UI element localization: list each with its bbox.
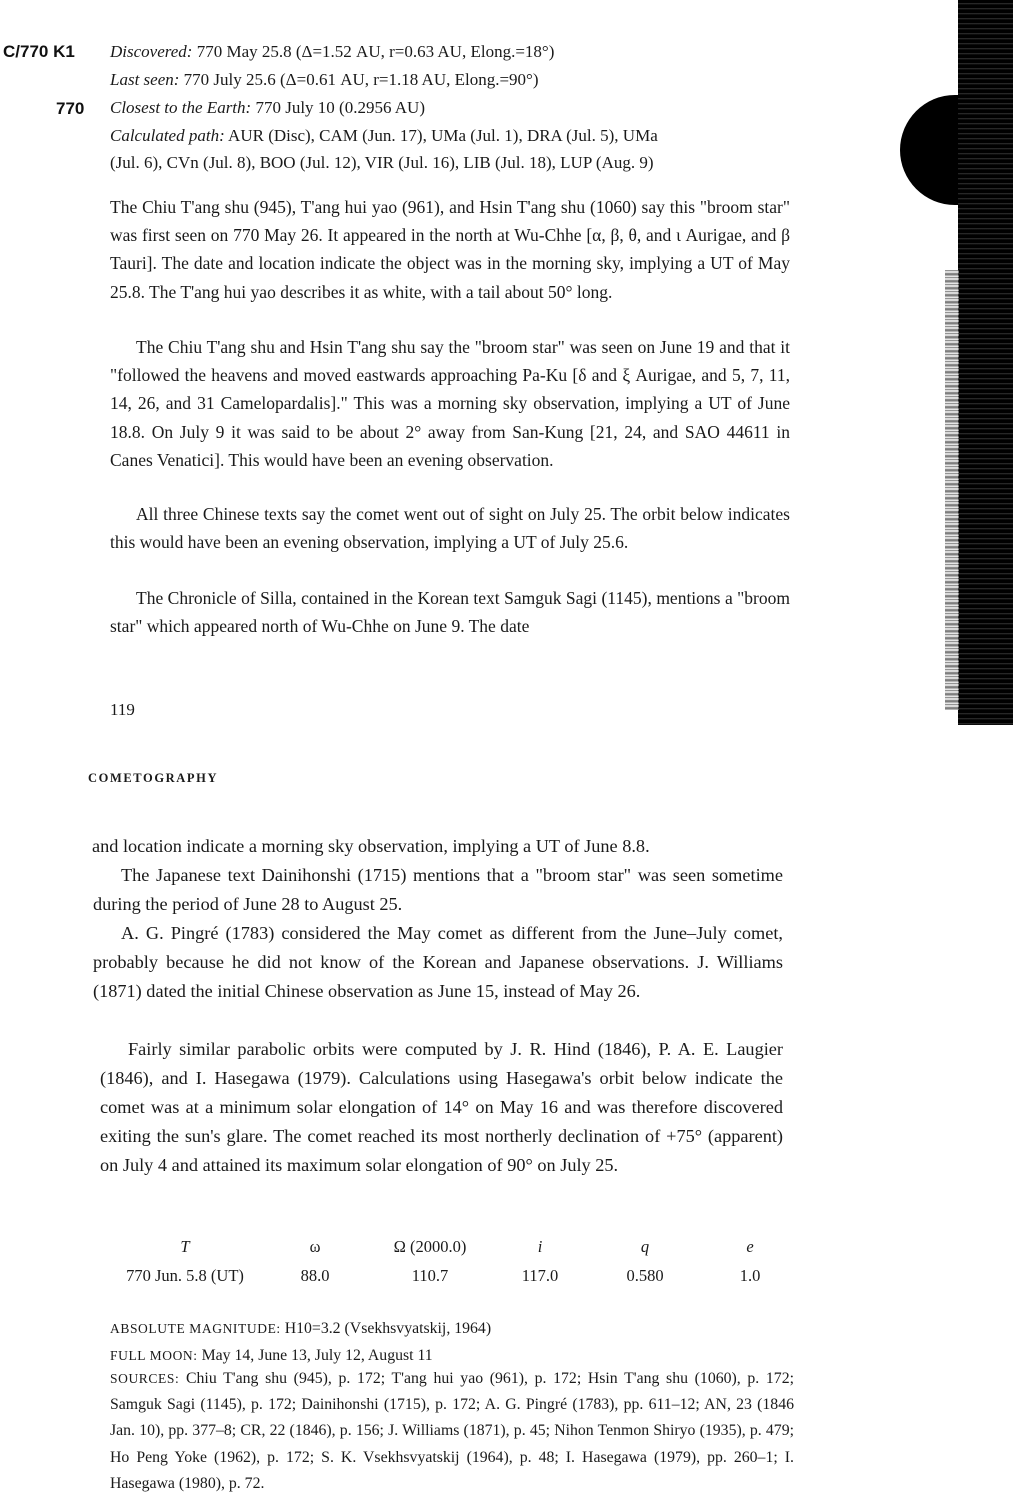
absolute-magnitude: ABSOLUTE MAGNITUDE: H10=3.2 (Vsekhsvyatskij, 1964) — [110, 1320, 492, 1337]
orbit-col-T: T — [180, 1236, 190, 1256]
full-moon: FULL MOON: May 14, June 13, July 12, August 11 — [110, 1347, 433, 1364]
orbit-value-omega: 88.0 — [300, 1265, 330, 1285]
orbit-col-omega: ω — [309, 1236, 321, 1256]
scan-edge-strip-light — [945, 270, 959, 710]
running-head: COMETOGRAPHY — [88, 771, 219, 785]
body-paragraph: The Japanese text Dainihonshi (1715) mentions that a "broom star" was seen sometime during the period of June 28 to August 25. — [93, 865, 783, 914]
body-paragraph: The Chiu T'ang shu (945), T'ang hui yao (961), and Hsin T'ang shu (1060) say this "broom star" was first seen on 770 May 26. It appeared in the north at Wu-Chhe [α, β, θ, and ι Aurigae, and β Tauri]. The date and location indicate the object was in the morning sky, implying a UT of May 25.8. The T'ang hui yao describes it as white, with a tail about 50° long. — [110, 197, 790, 302]
orbit-table-row — [110, 1261, 800, 1290]
body-paragraph: A. G. Pingré (1783) considered the May comet as different from the June–July comet, probably because he did not know of the Korean and Japanese observations. J. Williams (1871) dated the initial Chinese observation as June 15, instead of May 26. — [93, 923, 783, 1001]
page-number: 119 — [110, 700, 135, 719]
comet-designation: C/770 K1 — [3, 42, 75, 61]
orbit-value-T: 770 Jun. 5.8 (UT) — [126, 1265, 244, 1285]
sources: SOURCES: Chiu T'ang shu (945), p. 172; T'ang hui yao (961), p. 172; Hsin T'ang shu (1060), p. 172; Samguk Sagi (1145), p. 172; Dainihonshi (1715), p. 172; A. G. Pingré (1783), pp. 611–12; AN, 23 (1846 Jan. 10), pp. 377–8; CR, 22 (1846), p. 156; J. Williams (1871), p. 45; Nihon Tenmon Shiryo (1935), p. 479; Ho Peng Yoke (1962), p. 172; S. K. Vsekhsvyatskij (1964), p. 48; I. Hasegawa (1979), pp. 260–1; I. Hasegawa (1980), p. 72. — [110, 1370, 794, 1492]
header-calculated-path-cont: (Jul. 6), CVn (Jul. 8), BOO (Jul. 12), VIR (Jul. 16), LIB (Jul. 18), LUP (Aug. 9) — [110, 153, 654, 172]
orbit-col-e: e — [746, 1236, 754, 1256]
body-paragraph: The Chronicle of Silla, contained in the Korean text Samguk Sagi (1145), mentions a "broom star" which appeared north of Wu-Chhe on June 9. The date — [110, 588, 790, 637]
orbit-value-e: 1.0 — [739, 1265, 761, 1285]
orbit-col-q: q — [640, 1236, 650, 1256]
scan-edge-strip — [958, 0, 1013, 725]
orbit-value-q: 0.580 — [626, 1265, 664, 1285]
orbit-table-header — [110, 1232, 800, 1261]
header-calculated-path: Calculated path: AUR (Disc), CAM (Jun. 17), UMa (Jul. 1), DRA (Jul. 5), UMa — [110, 126, 658, 145]
header-closest-approach: Closest to the Earth: 770 July 10 (0.2956 AU) — [110, 98, 425, 117]
orbit-col-i: i — [537, 1236, 543, 1256]
body-paragraph: The Chiu T'ang shu and Hsin T'ang shu say the "broom star" was seen on June 19 and that it "followed the heavens and moved eastwards approaching Pa-Ku [δ and ξ Aurigae, and 5, 7, 11, 14, 26, and 31 Camelopardalis]." This was a morning sky observation, implying a UT of June 18.8. On July 9 it was said to be about 2° away from San-Kung [21, 24, and SAO 44611 in Canes Venatici]. This would have been an evening observation. — [110, 337, 790, 470]
body-paragraph: and location indicate a morning sky observation, implying a UT of June 8.8. — [92, 836, 650, 856]
header-discovered: Discovered: 770 May 25.8 (Δ=1.52 AU, r=0.63 AU, Elong.=18°) — [110, 42, 555, 61]
orbit-value-i: 117.0 — [521, 1265, 559, 1285]
body-paragraph: Fairly similar parabolic orbits were computed by J. R. Hind (1846), P. A. E. Laugier (1846), and I. Hasegawa (1979). Calculations using Hasegawa's orbit below indicate the comet was at a minimum solar elongation of 14° on May 16 and was therefore discovered exiting the sun's glare. The comet reached its most northerly declination of +75° (apparent) on July 4 and attained its maximum solar elongation of 90° on July 25. — [100, 1039, 783, 1175]
body-paragraph: All three Chinese texts say the comet went out of sight on July 25. The orbit below indicates this would have been an evening observation, implying a UT of July 25.6. — [110, 504, 790, 553]
orbit-col-node: Ω (2000.0) — [393, 1236, 467, 1256]
comet-year: 770 — [56, 99, 85, 118]
orbit-value-node: 110.7 — [411, 1265, 449, 1285]
header-last-seen: Last seen: 770 July 25.6 (Δ=0.61 AU, r=1.18 AU, Elong.=90°) — [110, 70, 539, 89]
orbit-table — [110, 1232, 800, 1290]
